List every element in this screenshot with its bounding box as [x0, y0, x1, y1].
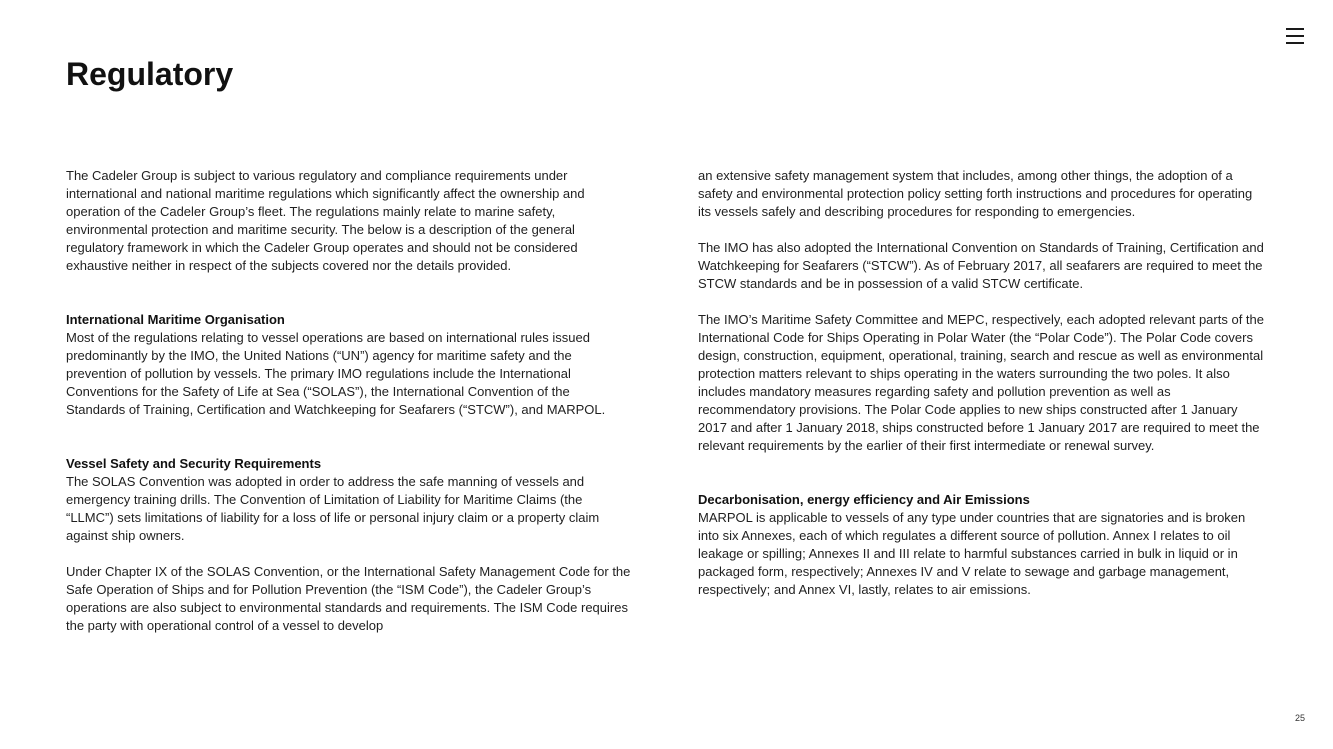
- page-title: Regulatory: [66, 56, 234, 92]
- vessel-safety-paragraph: The SOLAS Convention was adopted in order to address the safe manning of vessels and emergency training drills. The Convention of Limitation of Liability for Maritime Claims (the “LLMC”) sets limitations of liability for a loss of life or personal injury claim or a property claim against ship owners.: [66, 474, 600, 543]
- spacer: [66, 545, 632, 563]
- continuation-paragraph: an extensive safety management system that includes, among other things, the adoption of a safety and environmental protection policy setting forth instructions and procedures for operating its vessels safely and describing procedures for responding to emergencies.: [698, 168, 1253, 219]
- ism-code-paragraph: Under Chapter IX of the SOLAS Convention, or the International Safety Management Code for the Safe Operation of Ships and for Pollution Prevention (the “ISM Code”), the Cadeler Group’s operations are also subject to environmental standards and requirements. The ISM Code requires the party with operational control of a vessel to develop: [66, 564, 631, 633]
- stcw-paragraph: The IMO has also adopted the International Convention on Standards of Training, Certification and Watchkeeping for Seafarers (“STCW”). As of February 2017, all seafarers are required to meet the STCW standards and be in possession of a valid STCW certificate.: [698, 240, 1264, 291]
- polar-code-paragraph: The IMO’s Maritime Safety Committee and MEPC, respectively, each adopted relevant parts of the International Code for Ships Operating in Polar Water (the “Polar Code”). The Polar Code covers design, construction, equipment, operational, training, search and rescue as well as environmental protection matters relevant to ships operating in the waters surrounding the two poles. It also includes mandatory measures regarding safety and pollution prevention as well as recommendatory provisions. The Polar Code applies to new ships constructed after 1 January 2017 and after 1 January 2018, ships constructed before 1 January 2017 are required to meet the relevant requirements by the earlier of their first intermediate or renewal survey.: [698, 312, 1264, 453]
- imo-heading: International Maritime Organisation: [66, 312, 285, 327]
- intro-paragraph: The Cadeler Group is subject to various regulatory and compliance requirements under international and national maritime regulations which significantly affect the ownership and operation of the Cadeler Group’s fleet. The regulations mainly relate to marine safety, environmental protection and maritime security. The below is a description of the general regulatory framework in which the Cadeler Group operates and should not be considered exhaustive neither in respect of the subjects covered nor the details provided.: [66, 168, 585, 273]
- menu-line: [1286, 28, 1304, 30]
- right-column: [698, 167, 1266, 599]
- spacer: [698, 221, 1266, 239]
- spacer: [698, 293, 1266, 311]
- left-column: [66, 167, 632, 635]
- page-number: 25: [1295, 713, 1306, 723]
- spacer: [66, 275, 632, 311]
- imo-paragraph: Most of the regulations relating to vessel operations are based on international rules issued predominantly by the IMO, the United Nations (“UN”) agency for maritime safety and the prevention of pollution by vessels. The primary IMO regulations include the International Conventions for the Safety of Life at Sea (“SOLAS”), the International Convention of the Standards of Training, Certification and Watchkeeping for Seafarers (“STCW”), and MARPOL.: [66, 330, 606, 417]
- marpol-paragraph: MARPOL is applicable to vessels of any type under countries that are signatories and is broken into six Annexes, each of which regulates a different source of pollution. Annex I relates to oil leakage or spilling; Annexes II and III relate to harmful substances carried in bulk in liquid or in packaged form, respectively; Annexes IV and V relate to sewage and garbage management, respectively; and Annex VI, lastly, relates to air emissions.: [698, 510, 1246, 597]
- menu-line: [1286, 42, 1304, 44]
- decarbonisation-heading: Decarbonisation, energy efficiency and Air Emissions: [698, 492, 1030, 507]
- menu-line: [1286, 35, 1304, 37]
- vessel-safety-heading: Vessel Safety and Security Requirements: [66, 456, 322, 471]
- spacer: [698, 455, 1266, 491]
- hamburger-menu-icon[interactable]: [1285, 26, 1307, 46]
- spacer: [66, 419, 632, 455]
